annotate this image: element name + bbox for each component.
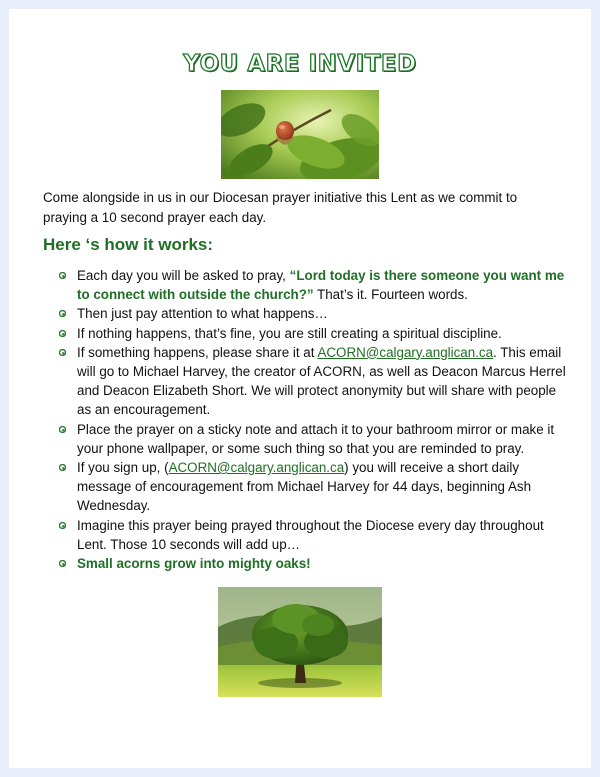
bullet-text: If you sign up, ( [77, 460, 169, 476]
list-item [57, 420, 567, 458]
bullet-text: If something happens, please share it at [77, 344, 318, 360]
closing-line: Small acorns grow into mighty oaks! [77, 556, 311, 572]
bullet-icon [59, 330, 66, 337]
bullet-icon [59, 349, 66, 356]
list-item [57, 516, 567, 554]
list-item [57, 324, 567, 343]
instructions-list [57, 266, 567, 573]
oak-tree-image [218, 587, 382, 697]
list-item [57, 266, 567, 304]
bullet-text: That’s it. Fourteen words. [313, 287, 468, 303]
acorn-image [221, 90, 379, 179]
how-it-works-heading: Here ‘s how it works: [43, 235, 214, 254]
bullet-text: ) you will receive a short daily message of encouragement from Michael Harvey for 44 days, beginning Ash Wednesday. [77, 460, 532, 514]
page-title: YOU ARE INVITED [183, 51, 417, 77]
bullet-text: Imagine this prayer being prayed throughout the Diocese every day throughout Lent. Those 10 seconds will add up… [77, 517, 544, 552]
prayer-quote: “Lord today is there someone you want me to connect with outside the church?” [77, 268, 565, 303]
list-item [57, 554, 567, 573]
list-item [57, 458, 567, 516]
bullet-text: Then just pay attention to what happens… [77, 306, 328, 322]
bullet-icon [59, 310, 66, 317]
email-link[interactable]: ACORN@calgary.anglican.ca [317, 344, 494, 360]
bullet-text: If nothing happens, that’s fine, you are still creating a spiritual discipline. [77, 325, 502, 341]
bullet-text: Place the prayer on a sticky note and attach it to your bathroom mirror or make it your phone wallpaper, or some such thing so that you are reminded to pray. [77, 421, 555, 456]
bullet-icon [59, 426, 66, 433]
email-link[interactable]: ACORN@calgary.anglican.ca [168, 460, 345, 476]
bullet-icon [59, 464, 66, 471]
invitation-page [9, 9, 591, 768]
bullet-icon [59, 560, 66, 567]
bullet-icon [59, 522, 66, 529]
bullet-icon [59, 272, 66, 279]
bullet-text: . This email will go to Michael Harvey, the creator of ACORN, as well as Deacon Marcus Herrel and Deacon Elizabeth Short. We will protect anonymity but will share with people as an encouragement. [77, 344, 566, 418]
bullet-text: Each day you will be asked to pray, [77, 268, 290, 283]
list-item [57, 304, 567, 323]
intro-text: Come alongside in us in our Diocesan prayer initiative this Lent as we commit to praying a 10 second prayer each day. [43, 190, 518, 225]
list-item [57, 343, 567, 420]
